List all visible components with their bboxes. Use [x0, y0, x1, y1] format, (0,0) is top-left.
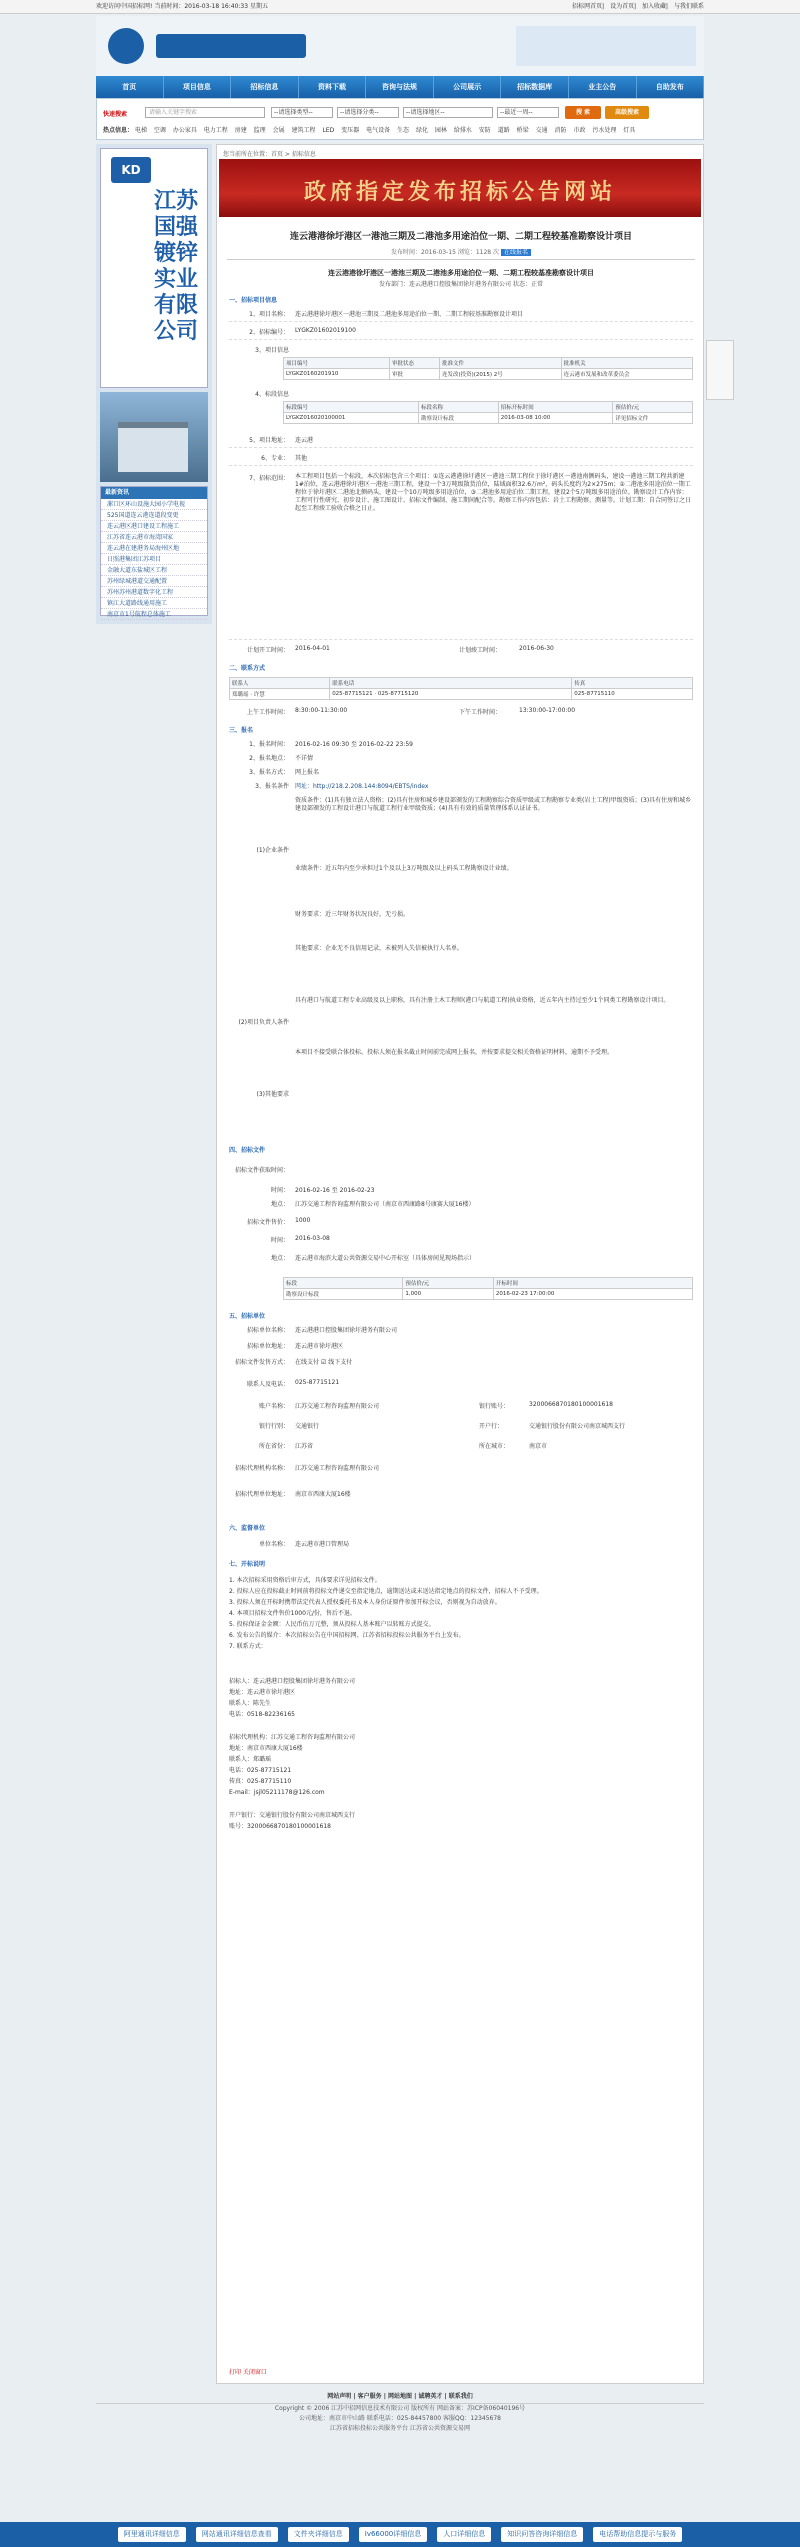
hot-keyword[interactable]: 电气设备 — [366, 127, 391, 134]
search-panel — [96, 98, 704, 140]
welcome-text: 欢迎访问中国招标网! 当前时间：2016-03-18 16:40:33 星期五 — [96, 3, 268, 10]
left-sidebar — [96, 144, 212, 624]
company-logo: KD — [111, 157, 151, 183]
bottom-link[interactable]: 知识问答咨询详细信息 — [501, 2527, 583, 2542]
hot-keyword[interactable]: 建筑工程 — [291, 127, 316, 134]
publish-info: 发布时间：2016-03-15 浏览：1128 次 — [391, 249, 500, 256]
notice-banner — [219, 159, 701, 217]
fee-table: 标段 预估价/元 开标时间 勘察设计标段 1,000 2016-02-23 17:00:00 — [283, 1277, 693, 1300]
period-select[interactable]: --最近一周-- — [497, 107, 559, 118]
bottom-link[interactable]: 网站通讯详细信息查看 — [196, 2527, 278, 2542]
section-heading: 七、开标说明 — [229, 1561, 266, 1568]
other-text: 本项目不接受联合体投标。投标人须在报名截止时间前完成网上报名，并按要求提交相关资格证明材料，逾期不予受理。 — [295, 1049, 614, 1056]
bottom-bar — [0, 2522, 800, 2547]
notes-block: 1. 本次招标采用资格后审方式，具体要求详见招标文件。 2. 投标人应在投标截止时间前将投标文件递交至指定地点，逾期送达或未送达指定地点的投标文件，招标人不予受理。 3. 投标人须在开标时携带法定代表人授权委托书及本人身份证原件参加开标会议，否则视为自动放弃。 4. 本项目招标文件售价1000元/份，售后不退。 5. 投标保证金金额：人民币伍万元整，须从投标人基本账户以转账方式提交。 6. 发布公告的媒介：本次招标公告在中国招标网、江苏省招标投标公共服务平台上发布。 7. 联系方式： 招标人：连云港港口控股集团徐圩港务有限公司 地址：连云港市徐圩港区 联系人：陈先生 电话：0518-82236165 招标代理机构：江苏交通工程咨询监理有限公司 地址：南京市西康大厦16楼 联系人：郑璐瑶 电话：025-87715121 传真：025-87715110 E-mail：jsjl05211178@126.com 开户银行：交通银行股份有限公司南京城西支行 账号：3200066870180100001618 — [229, 1577, 543, 1830]
nav-companies[interactable]: 公司展示 — [434, 76, 502, 98]
banner-text: 政府指定发布招标公告网站 — [303, 179, 616, 205]
hot-keyword[interactable]: 道路 — [497, 127, 510, 134]
nav-downloads[interactable]: 资料下载 — [299, 76, 367, 98]
lot-table: 标段编号 标段名称 招标开标时间 预估价/元 LYGKZ016020100001 勘察设计标段 2016-03-08 10:00 详见招标文件 — [283, 401, 693, 424]
hot-keyword[interactable]: 消防 — [554, 127, 567, 134]
nav-database[interactable]: 招标数据库 — [501, 76, 569, 98]
contact-table: 联系人 联系电话 传真 郑璐瑶 · 许慧 025-87715121 · 025-87715120 025-87715110 — [229, 677, 693, 700]
breadcrumb: 您当前所在位置：首页 > 招标信息 — [223, 151, 316, 158]
hot-keyword[interactable]: 灯具 — [623, 127, 636, 134]
hot-keyword[interactable]: 安防 — [478, 127, 491, 134]
hot-keyword[interactable]: 桥梁 — [516, 127, 529, 134]
section-heading: 六、监督单位 — [229, 1525, 266, 1532]
top-link-favorite[interactable]: 加入收藏 — [642, 3, 667, 10]
hot-keyword[interactable]: 污水处理 — [592, 127, 617, 134]
project-table: 项目编号 审批状态 批准文件 批准机关 LYGKZ0160201910 审批 连发改(投资)(2015) 2号 连云港市发展和改革委员会 — [283, 357, 693, 380]
search-input[interactable]: 请输入关键字搜索 — [145, 107, 265, 118]
article-main: 您当前所在位置：首页 > 招标信息 政府指定发布招标公告网站 连云港港徐圩港区一港池三期及二港池多用途泊位一期、二期工程较基准勘察设计项目 发布时间：2016-03-15 浏览：1128 次 在线报名 连云港港徐圩港区一港池三期及二港池多用途泊位一期、二期工程较基准勘察设计项目 发布部门：连云港港口控股集团徐圩港务有限公司 状态：正常 一、招标项目信息 1、项目名称： 连云港港徐圩港区一港池三期及二港池多用途泊位一期、二期工程较基准勘察设计项目 2、招标编号： LYGKZ01602019100 3、项目信息 项目编号 审批状态 批准文件 批准机关 LYGKZ0160201910 审批 连发改(投资)(2015) 2号 连云港市发展和改革委员会 4、标段信息 标段编号 标段名称 招标开标时间 预估价/元 LYGKZ016020100001 勘察设计标段 2016-03-08 10:00 详见招标文件 5、项目地址： 连云港 6、专业： 其他 7、招标范围： 本工程项目包括一个标段，本次招标包含三个项目：①连云港港徐圩港区一港池三期工程位于徐圩港区一港池南侧码头，建设一港池三期工程共新建1#泊位，连云港港徐圩港区一港池三期工程，建设一个3万吨级散货泊位，陆域面积32.6万m²，码头长度约为2×275m；②二港池多用途泊位一期工程位于徐圩港区二港池北侧码头，建设一个10万吨级多用途泊位，③二港池多用途泊位二期工程，建设2个5万吨级多用途泊位。勘察设计工作内容：工程可行性研究、初步设计、施工图设计、招标文件编制、施工期间配合等。勘察工作内容包括：岩土工程勘察、测量等。计划工期：自合同签订之日起至工程竣工验收合格之日止。 计划开工时间： 2016-04-01 计划竣工时间： 2016-06-30 二、联系方式 联系人 联系电话 传真 郑璐瑶 · 许慧 025-87715121 · 025-87715120 025-87715110 上午工作时间： 8:30:00-11:30:00 下午工作时间： 13:30:00-17:00:00 三、报名 1、报名时间： 2016-02-16 09:30 至 2016-02-22 23:59 2、报名地点： 不详情 3、报名方式： 网上报名 3、报名条件 网址：http://218.2.208.144:8094/EBTS/index (1)企业条件 资质条件：(1)具有独立法人资格；(2)具有住房和城乡建设部颁发的工程勘察综合资质甲级或工程勘察专业类(岩土工程)甲级资质；(3)具有住房和城乡建设部颁发的工程设计港口与航道工程行业甲级资质；(4)具有有效的质量管理体系认证证书。 业绩条件：近五年内至少承担过1个及以上3万吨级及以上码头工程勘察设计业绩。 财务要求：近三年财务状况良好，无亏损。 其他要求：企业无不良信用记录，未被列入失信被执行人名单。 (2)项目负责人条件 具有港口与航道工程专业高级及以上职称，具有注册土木工程师(港口与航道工程)执业资格，近五年内主持过至少1个同类工程勘察设计项目。 (3)其他要求 本项目不接受联合体投标。投标人须在报名截止时间前完成网上报名，并按要求提交相关资格证明材料，逾期不予受理。 四、招标文件 招标文件获取时间： 时间： 2016-02-16 至 2016-02-23 地点： 江苏交通工程咨询监理有限公司（南京市西康路8号康赛大厦16楼） 招标文件售价： 1000 时间： 2016-03-08 地点： 连云港市海滨大道公共资源交易中心开标室（具体房间见现场指示） 标段 预估价/元 开标时间 勘察设计标段 1,000 2016-02-23 17:00:00 五、招标单位 招标单位名称： 连云港港口控股集团徐圩港务有限公司 招标单位地址： 连云港市徐圩港区 招标文件发售方式： 在线支付 ☑ 线下支付 联系人及电话： 025-87715121 账户名称： 江苏交通工程咨询监理有限公司 银行账号： 3200066870180100001618 银行行别： 交通银行 开户行： 交通银行股份有限公司南京城西支行 所在省份： 江苏省 所在城市： 南京市 招标代理机构名称： 江苏交通工程咨询监理有限公司 招标代理单位地址： 南京市西康大厦16楼 六、监督单位 单位名称： 连云港市港口管理局 七、开标说明 1. 本次招标采用资格后审方式，具体要求详见招标文件。 2. 投标人应在投标截止时间前将投标文件递交至指定地点，逾期送达或未送达指定地点的投标文件，招标人不予受理。 3. 投标人须在开标时携带法定代表人授权委托书及本人身份证原件参加开标会议，否则视为自动放弃。 4. 本项目招标文件售价1000元/份，售后不退。 5. 投标保证金金额：人民币伍万元整，须从投标人基本账户以转账方式提交。 6. 发布公告的媒介：本次招标公告在中国招标网、江苏省招标投标公共服务平台上发布。 7. 联系方式： 招标人：连云港港口控股集团徐圩港务有限公司 地址：连云港市徐圩港区 联系人：陈先生 电话：0518-82236165 招标代理机构：江苏交通工程咨询监理有限公司 地址：南京市西康大厦16楼 联系人：郑璐瑶 电话：025-87715121 传真：025-87715110 E-mail：jsjl05211178@126.com 开户银行：交通银行股份有限公司南京城西支行 账号：3200066870180100001618 打印 关闭窗口 — [216, 144, 704, 2384]
news-list — [100, 486, 208, 616]
news-item[interactable]: 江苏省连云港市海湾国家 — [101, 532, 207, 543]
print-close-links[interactable]: 打印 关闭窗口 — [229, 2369, 267, 2376]
top-link-sethome[interactable]: 设为首页 — [610, 3, 635, 10]
hot-keyword[interactable]: 房建 — [234, 127, 247, 134]
news-item[interactable]: 镇江大道路线通用施工 — [101, 598, 207, 609]
section-heading: 二、联系方式 — [229, 665, 266, 672]
hot-keywords — [103, 125, 699, 134]
nav-tenders[interactable]: 招标信息 — [231, 76, 299, 98]
company-ad[interactable] — [100, 148, 208, 388]
cond-text: 财务要求：近三年财务状况良好，无亏损。 — [295, 911, 410, 918]
hot-keyword[interactable]: 空调 — [153, 127, 166, 134]
advanced-search-button[interactable]: 高级搜索 — [605, 106, 649, 119]
hot-keyword[interactable]: 电梯 — [134, 127, 147, 134]
hot-keyword[interactable]: LED — [322, 127, 335, 134]
news-item[interactable]: 南京市1号航程总体施工 — [101, 609, 207, 620]
section-heading: 一、招标项目信息 — [229, 297, 278, 304]
region-select[interactable]: --请选择地区-- — [403, 107, 493, 118]
top-links: 招标网首页| 设为首页| 加入收藏| 与我们联系 — [572, 3, 704, 10]
news-list-title: 最新资讯 — [101, 487, 207, 499]
footer-links[interactable]: 网站声明 | 客户服务 | 网站地图 | 诚聘英才 | 联系我们 — [96, 2390, 704, 2404]
news-item[interactable]: 525国道连云港连道段变更 — [101, 510, 207, 521]
hot-keyword[interactable]: 办公家具 — [172, 127, 197, 134]
scope-text: 本工程项目包括一个标段，本次招标包含三个项目：①连云港港徐圩港区一港池三期工程位于徐圩港区一港池南侧码头，建设一港池三期工程共新建1#泊位，连云港港徐圩港区一港池三期工程，建设一个3万吨级散货泊位，陆域面积32.6万m²，码头长度约为2×275m；②二港池多用途泊位一期工程位于徐圩港区二港池北侧码头，建设一个10万吨级多用途泊位，③二港池多用途泊位二期工程，建设2个5万吨级多用途泊位。勘察设计工作内容：工程可行性研究、初步设计、施工图设计、招标文件编制、施工期间配合等。勘察工作内容包括：岩土工程勘察、测量等。计划工期：自合同签订之日起至工程竣工验收合格之日止。 — [295, 473, 692, 512]
top-link-contact[interactable]: 与我们联系 — [673, 3, 704, 10]
hot-keyword[interactable]: 市政 — [573, 127, 586, 134]
site-header — [96, 16, 704, 76]
hot-keyword[interactable]: 交通 — [535, 127, 548, 134]
hot-keyword[interactable]: 监理 — [253, 127, 266, 134]
top-link-home[interactable]: 招标网首页 — [572, 3, 603, 10]
type-select[interactable]: --请选择类型-- — [271, 107, 333, 118]
bottom-link[interactable]: 人口详细信息 — [437, 2527, 491, 2542]
bottom-link[interactable]: 电话帮助信息提示与服务 — [593, 2527, 682, 2542]
cond-text: 业绩条件：近五年内至少承担过1个及以上3万吨级及以上码头工程勘察设计业绩。 — [295, 865, 513, 872]
online-register-tag[interactable]: 在线报名 — [501, 249, 531, 256]
page-title: 连云港港徐圩港区一港池三期及二港池多用途泊位一期、二期工程较基准勘察设计项目 — [289, 232, 632, 242]
article-subtitle: 连云港港徐圩港区一港池三期及二港池多用途泊位一期、二期工程较基准勘察设计项目 — [328, 269, 594, 277]
cond-text: 其他要求：企业无不良信用记录，未被列入失信被执行人名单。 — [295, 945, 464, 952]
news-item[interactable]: 连云港区港口建设工程施工 — [101, 521, 207, 532]
nav-projects[interactable]: 项目信息 — [164, 76, 232, 98]
hot-keyword[interactable]: 绿化 — [415, 127, 428, 134]
hot-keyword[interactable]: 会展 — [272, 127, 285, 134]
hot-keyword[interactable]: 电力工程 — [203, 127, 228, 134]
bottom-link[interactable]: Iv66000详细信息 — [359, 2527, 427, 2542]
bottom-link[interactable]: 阿里通讯详细信息 — [118, 2527, 186, 2542]
news-item[interactable]: 苏州苏州港道数字化工程 — [101, 587, 207, 598]
company-name: 江苏国强镀锌实业有限公司 — [153, 189, 198, 344]
main-nav — [96, 76, 704, 98]
nav-owner-notice[interactable]: 业主公告 — [569, 76, 637, 98]
nav-home[interactable]: 首页 — [96, 76, 164, 98]
news-item[interactable]: 日照港集团江苏项目 — [101, 554, 207, 565]
category-select[interactable]: --请选择分类-- — [337, 107, 399, 118]
article-meta — [227, 247, 695, 256]
hot-label: 热点信息： — [103, 127, 134, 134]
section-heading: 三、报名 — [229, 727, 254, 734]
publisher-info: 发布部门：连云港港口控股集团徐圩港务有限公司 状态：正常 — [379, 281, 543, 288]
nav-self-publish[interactable]: 自助发布 — [637, 76, 705, 98]
company-photo — [100, 392, 208, 482]
section-heading: 五、招标单位 — [229, 1313, 266, 1320]
news-item[interactable]: 金融大道东盐城区工程 — [101, 565, 207, 576]
news-item[interactable]: 连云港在建港务局海州区地 — [101, 543, 207, 554]
search-label: 快速搜索 — [103, 111, 128, 118]
hot-keyword[interactable]: 给排水 — [453, 127, 472, 134]
bottom-link[interactable]: 文件夹详细信息 — [288, 2527, 349, 2542]
header-banner — [96, 16, 704, 76]
hot-keyword[interactable]: 变压器 — [341, 127, 360, 134]
news-item[interactable]: 苏州绿城港道交通配置 — [101, 576, 207, 587]
manager-text: 具有港口与航道工程专业高级及以上职称，具有注册土木工程师(港口与航道工程)执业资格，近五年内主持过至少1个同类工程勘察设计项目。 — [295, 997, 670, 1004]
news-item[interactable]: 漯口区环山设施大园小学电视 — [101, 499, 207, 510]
hot-keyword[interactable]: 生态 — [397, 127, 410, 134]
search-button[interactable]: 搜 索 — [565, 106, 601, 119]
cond-text: 资质条件：(1)具有独立法人资格；(2)具有住房和城乡建设部颁发的工程勘察综合资质甲级或工程勘察专业类(岩土工程)甲级资质；(3)具有住房和城乡建设部颁发的工程设计港口与航道工程行业甲级资质；(4)具有有效的质量管理体系认证证书。 — [295, 797, 692, 812]
section-heading: 四、招标文件 — [229, 1147, 266, 1154]
floating-side-tab[interactable] — [706, 340, 734, 400]
top-bar — [0, 0, 800, 14]
hot-keyword[interactable]: 园林 — [434, 127, 447, 134]
site-footer: 网站声明 | 客户服务 | 网站地图 | 诚聘英才 | 联系我们 Copyright © 2006 江苏中招网信息技术有限公司 版权所有 网站备案：苏ICP备06040196号 公司地址：南京市中山路 联系电话：025-84457800 客服QQ：12345678 江苏省招标投标公共服务平台 江苏省公共资源交易网 — [96, 2390, 704, 2502]
nav-laws[interactable]: 咨询与法规 — [366, 76, 434, 98]
